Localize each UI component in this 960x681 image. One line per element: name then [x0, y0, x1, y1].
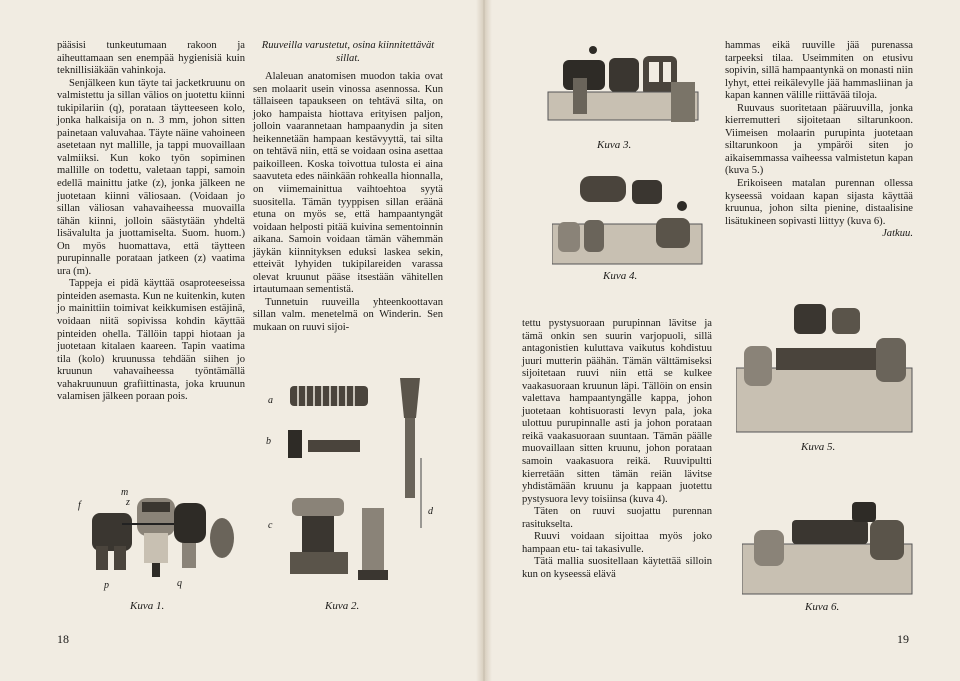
page-number-right: 19 [897, 632, 909, 646]
fig-label-d: d [428, 506, 433, 517]
paragraph: tettu pystysuoraan purupinnan lävitse ja tämä onkin sen suurin varjopuoli, sillä antagonistien kuluttava vaikutus kohdistuu juuri mutterin päähän. Tämän välttämiseksi sijoitetaan ruuvi niin että se kulkee vaakasuoraan kruunun läpi. Tällöin on ensin valettava hampaantyngälle kappa, johon juotetaan kohtisuorasti levyn pala, joka ulottuu purupinnalle asti ja johon porataan reikä vaakasuoraan suuntaan. Tämän päälle muovaillaan sitten kruunu, johon porataan samoin vaakasuora reikä. Ruuvipultti kierretään sitten tämän reiän lävitse yhdistämään kruunu ja kappaan juotettu pystysuora levy toisiinsa (kuva 4). [522, 318, 712, 505]
section-heading: Ruuveilla varustetut, osina kiinnitettävät sillat. [261, 40, 435, 64]
figure-5-caption: Kuva 5. [801, 441, 836, 453]
paragraph: hammas eikä ruuville jää purenassa tarpeeksi tilaa. Useimmiten on etusivu sopivin, sillä hampaantynkä on monasti niin lyhyt, ettei reikälevylle jää hammasliinan ja kapan kannen välille riittävää tiloja. [725, 40, 913, 102]
fig-label-p: p [104, 580, 109, 591]
right-column-2 [725, 40, 913, 241]
fig-label-f: f [78, 500, 81, 511]
figure-5-illustration [736, 298, 916, 440]
fig-label-q: q [177, 578, 182, 589]
paragraph: Tätä mallia suositellaan käytettää silloin kun on kyseessä elävä [522, 556, 712, 580]
figure-2-caption: Kuva 2. [325, 600, 360, 612]
left-column-1 [57, 40, 245, 404]
paragraph: Tunnetuin ruuveilla yhteenkoottavan sillan valm. menetelmä on Winderin. Sen mukaan on ruuvi sijoi- [253, 296, 443, 334]
fig-label-a: a [268, 395, 273, 406]
figure-4-illustration [552, 170, 712, 270]
continued-signature: Jatkuu. [882, 228, 913, 240]
page-number-left: 18 [57, 632, 69, 646]
paragraph: Ruuvi voidaan sijoittaa myös joko hampaan etu- tai takasivulle. [522, 531, 712, 555]
paragraph: pääsisi tunkeutumaan rakoon ja aiheuttamaan sen enempää hygienisiä kuin teknillisiäkään vahinkoja. [57, 40, 245, 77]
fig-label-c: c [268, 520, 273, 531]
paragraph: Senjälkeen kun täyte tai jacketkruunu on valmistettu ja sillan välios on juotettu kiinni tukipilariin (q), porataan täytteeseen kolo, jonka halkaisija on n. 3 mm, johon sitten painetaan valuvahaa. Täyte näine vahoineen asetetaan nyt mallille, ja tappi muovaillaan valmiiksi. Kun koko työn sopiminen mallille on todettu, valetaan tappi, samoin edellä mainittu jatke (z), jonka jälkeen ne juotetaan kiinni väliosaan. (Voidaan jo sillan väliosan vahavaiheessa muovailla tähän kiinni, jolloin säästytään yhdeltä lisävalulta ja juottamiselta. Suom. huom.) On myös huomattava, että täytteen purupinnalle porataan jatkeen (z) vaatima ura (m). [57, 77, 245, 277]
paragraph: Alaleuan anatomisen muodon takia ovat sen molaarit usein vinossa asennossa. Kun tällaiseen tapaukseen on tehtävä silta, on joko hampaista hiottava erityisen paljon, jolloin vaarannetaan hampaanydin ja siten heikennetään hampaan kestävyyttä, tai silta on tehtävä niin, että se voidaan osina asettaa paikoilleen. Koska toivottua tulosta ei aina saavuteta edes näinkään rohkealla hionnalla, on viimemainittua vaihtoehtoa syytä suositella. Tämän tyyppisen sillan eräänä etuna on myös se, että hampaantyngät voidaan helposti pitää kuivina sementoinnin aikana. Samoin voidaan tämän vähemmän jäykän kiinnityksen eduksi laskea sekin, etteivät lyhyiden tukipilareiden varassa olevat kruunut pääse itsestään vähitellen irtautumaan sementistä. [253, 71, 443, 296]
book-gutter [476, 0, 492, 681]
right-column-1 [522, 318, 712, 581]
paragraph: Ruuvaus suoritetaan pääruuvilla, jonka kierremutteri sijoitetaan siltarunkoon. Viimeisen molaarin purupinta juotetaan siltarunkoon ja ympäröi siten jo aikaisemmassa vaiheessa valmistetun kapan (kuva 5.) [725, 102, 913, 177]
figure-3-illustration [543, 42, 708, 140]
figure-3-caption: Kuva 3. [597, 139, 632, 151]
fig-label-m: m [121, 487, 129, 498]
figure-1-caption: Kuva 1. [130, 600, 165, 612]
left-column-2 [253, 40, 443, 335]
figure-6-illustration [742, 490, 917, 600]
figure-2-illustration [278, 378, 438, 598]
paragraph: Tappeja ei pidä käyttää osaproteeseissa pinteiden asemasta. Kun ne kuitenkin, kuten jo mainittiin toimivat keikkumisen estäjinä, voidaan niitä sopivissa kohdin käyttää pinteiden ohella. Tällöin tappi hiotaan ja juotetaan kitalaen kaareen. Tapin vaatima tila (kolo) kruunussa tehdään siihen jo kruunun vahavaiheessa työntämällä vahakruunuun grafiittinasta, joka kruunun valamisen jälkeen poraan pois. [57, 278, 245, 403]
fig-label-b: b [266, 436, 271, 447]
fig-label-z: z [126, 497, 130, 508]
figure-6-caption: Kuva 6. [805, 601, 840, 613]
paragraph: Täten on ruuvi suojattu purennan rasitukselta. [522, 506, 712, 530]
paragraph: Erikoiseen matalan purennan ollessa kyseessä voidaan kapan sijasta käyttää kruunua, johon silta pienine, distaalisine lisätukineen sopivasti liittyy (kuva 6). [725, 178, 913, 227]
figure-4-caption: Kuva 4. [603, 270, 638, 282]
